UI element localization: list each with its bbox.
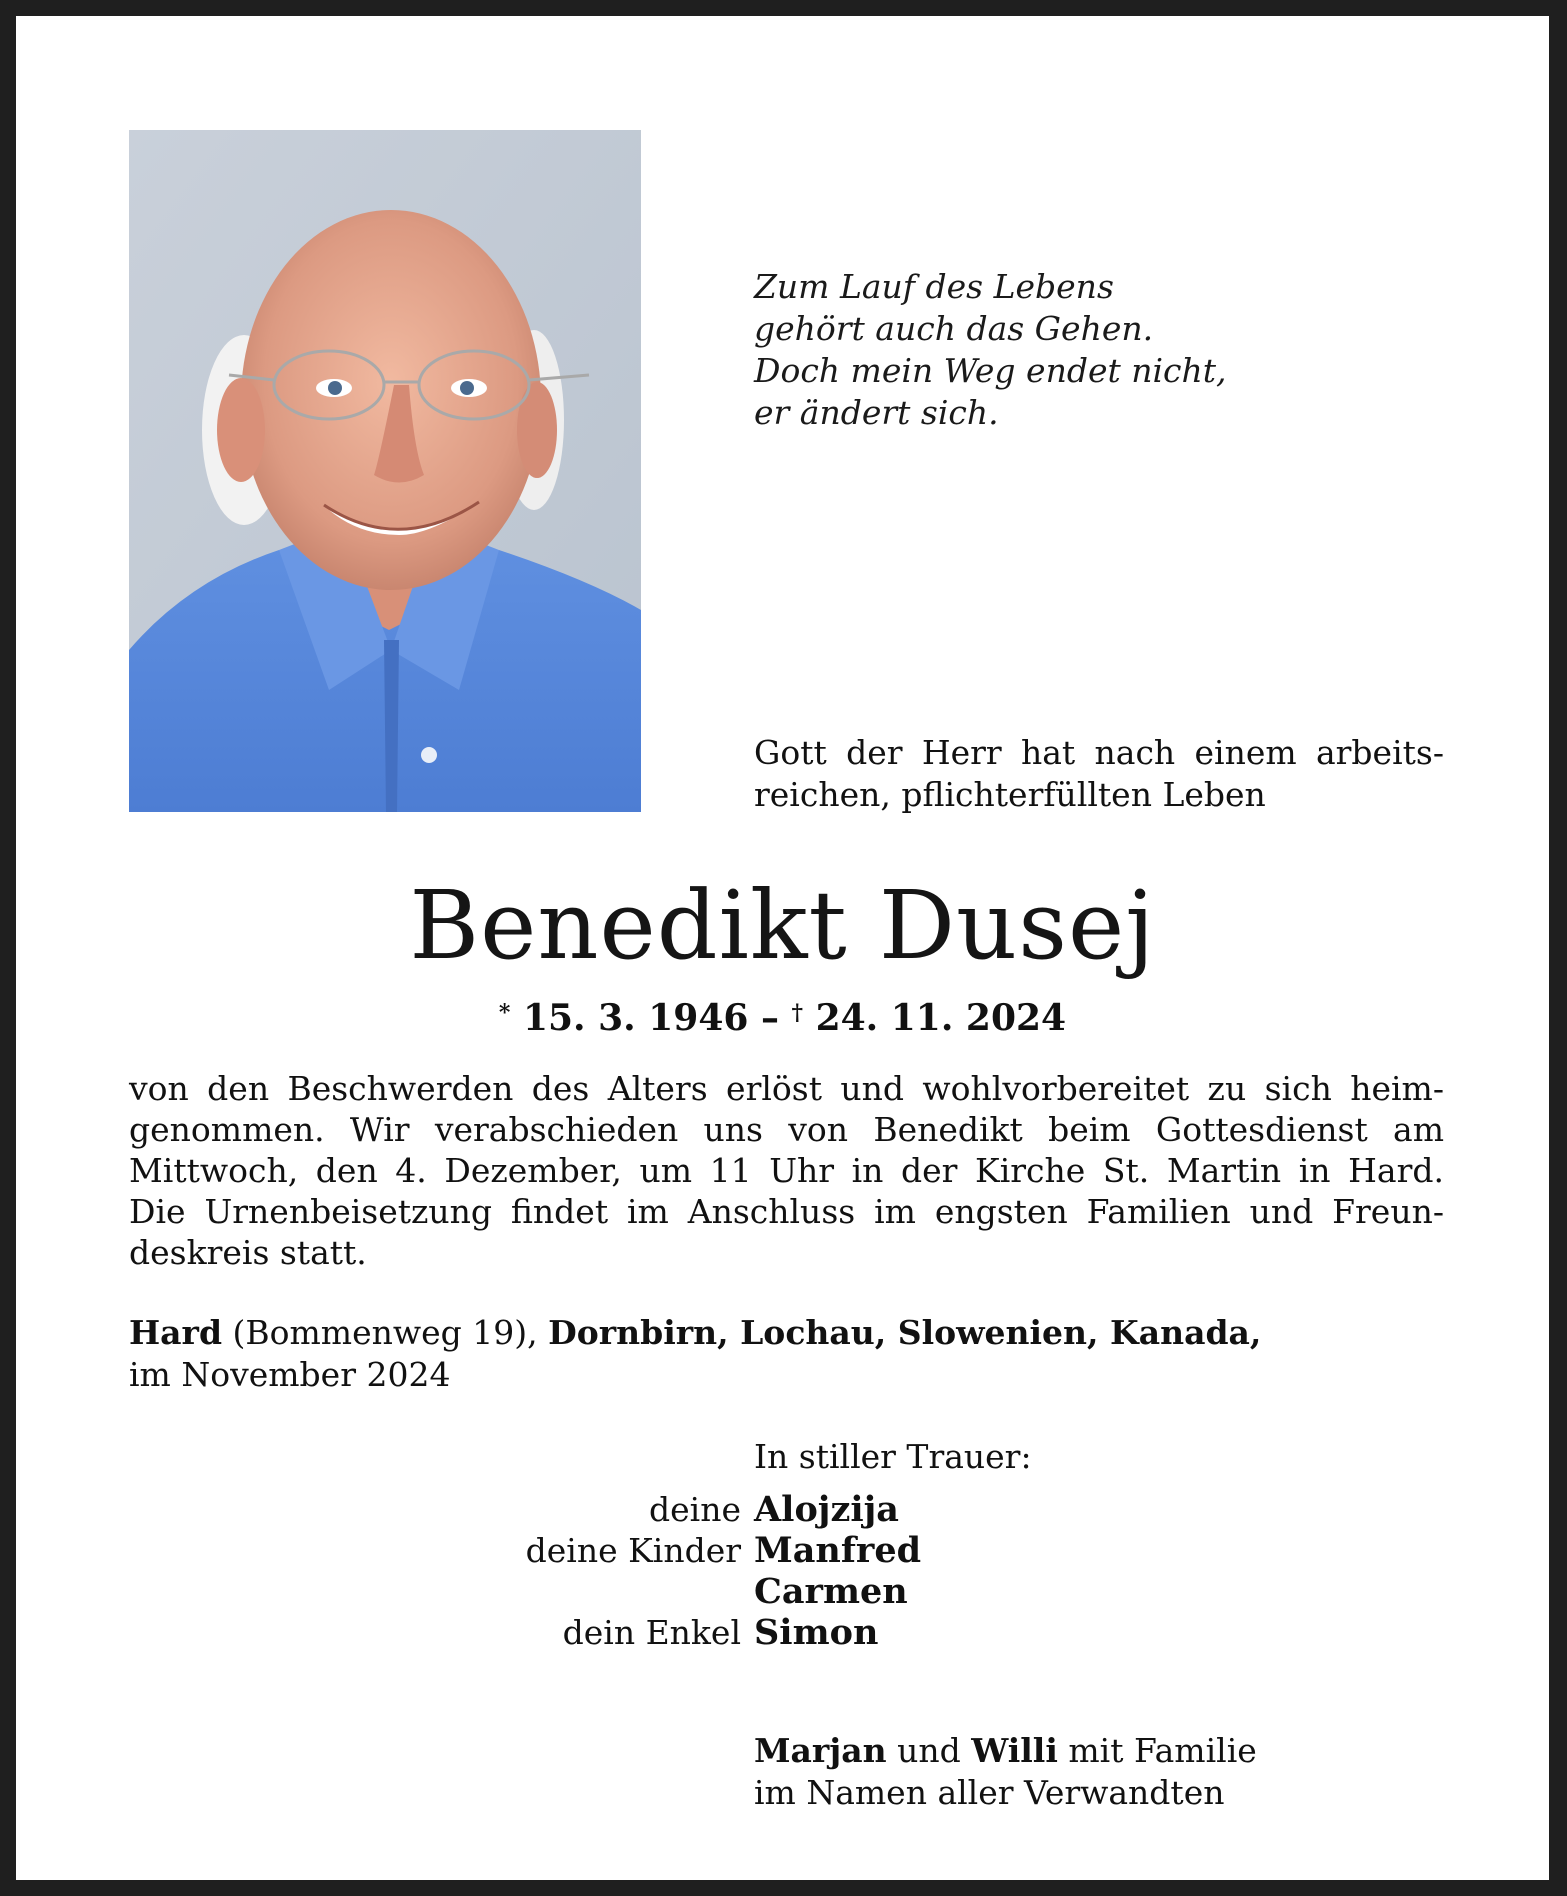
intro-text	[754, 732, 1444, 816]
relation-column	[416, 1489, 741, 1653]
verse-line: gehört auch das Gehen.	[754, 309, 1154, 348]
body-line: Mittwoch, den 4. Dezember, um 11 Uhr in der Kirche St. Martin in Hard.	[129, 1151, 1444, 1190]
death-symbol: †	[791, 1000, 804, 1026]
body-line: Die Urnenbeisetzung findet im Anschluss im engsten Familien und Freun-	[129, 1192, 1444, 1231]
mourner-name: Simon	[754, 1612, 879, 1653]
date-separator: –	[760, 997, 779, 1039]
relation-label: deine	[649, 1490, 741, 1529]
intro-line: reichen, pflichterfüllten Leben	[754, 775, 1266, 814]
place-others: Dornbirn, Lochau, Slowenien, Kanada,	[548, 1313, 1262, 1352]
body-line: genommen. Wir verabschieden uns von Benedikt beim Gottesdienst am	[129, 1110, 1444, 1149]
portrait-photo	[129, 130, 641, 812]
closing-line	[754, 1730, 1257, 1772]
place-address: (Bommenweg 19),	[222, 1313, 549, 1352]
life-dates	[16, 991, 1549, 1040]
closing-and: und	[886, 1731, 972, 1770]
closing-line-2: im Namen aller Verwandten	[754, 1773, 1225, 1812]
announcement-body	[129, 1068, 1444, 1273]
portrait-image	[129, 130, 641, 812]
birth-date: 15. 3. 1946	[522, 997, 749, 1039]
obituary-page	[16, 16, 1549, 1880]
intro-line: Gott der Herr hat nach einem arbeits-	[754, 733, 1444, 772]
mourning-heading: In stiller Trauer:	[754, 1437, 1032, 1476]
body-line: deskreis statt.	[129, 1233, 367, 1272]
verse-line: er ändert sich.	[754, 393, 999, 432]
verse-line: Doch mein Weg endet nicht,	[754, 351, 1227, 390]
closing-suffix: mit Familie	[1057, 1731, 1257, 1770]
mourner-name: Alojzija	[754, 1489, 899, 1530]
body-line: von den Beschwerden des Alters erlöst und wohlvorbereitet zu sich heim-	[129, 1069, 1444, 1108]
death-date: 24. 11. 2024	[815, 997, 1067, 1039]
birth-symbol: *	[498, 1000, 511, 1026]
place-and-date	[129, 1312, 1261, 1396]
mourner-name: Manfred	[754, 1530, 922, 1571]
place-town: Hard	[129, 1313, 223, 1352]
verse-line: Zum Lauf des Lebens	[754, 267, 1114, 306]
closing-name-2: Willi	[971, 1731, 1058, 1770]
verse	[754, 266, 1227, 434]
date-line: im November 2024	[129, 1355, 451, 1394]
place-line	[129, 1312, 1261, 1354]
relation-label	[416, 1571, 741, 1612]
relation-label: deine Kinder	[525, 1531, 741, 1570]
mourner-names	[754, 1489, 921, 1653]
relation-label: dein Enkel	[562, 1613, 741, 1652]
closing-name-1: Marjan	[754, 1731, 887, 1770]
deceased-name: Benedikt Dusej	[409, 871, 1156, 981]
closing-signature	[754, 1730, 1257, 1814]
mourner-name: Carmen	[754, 1571, 908, 1612]
